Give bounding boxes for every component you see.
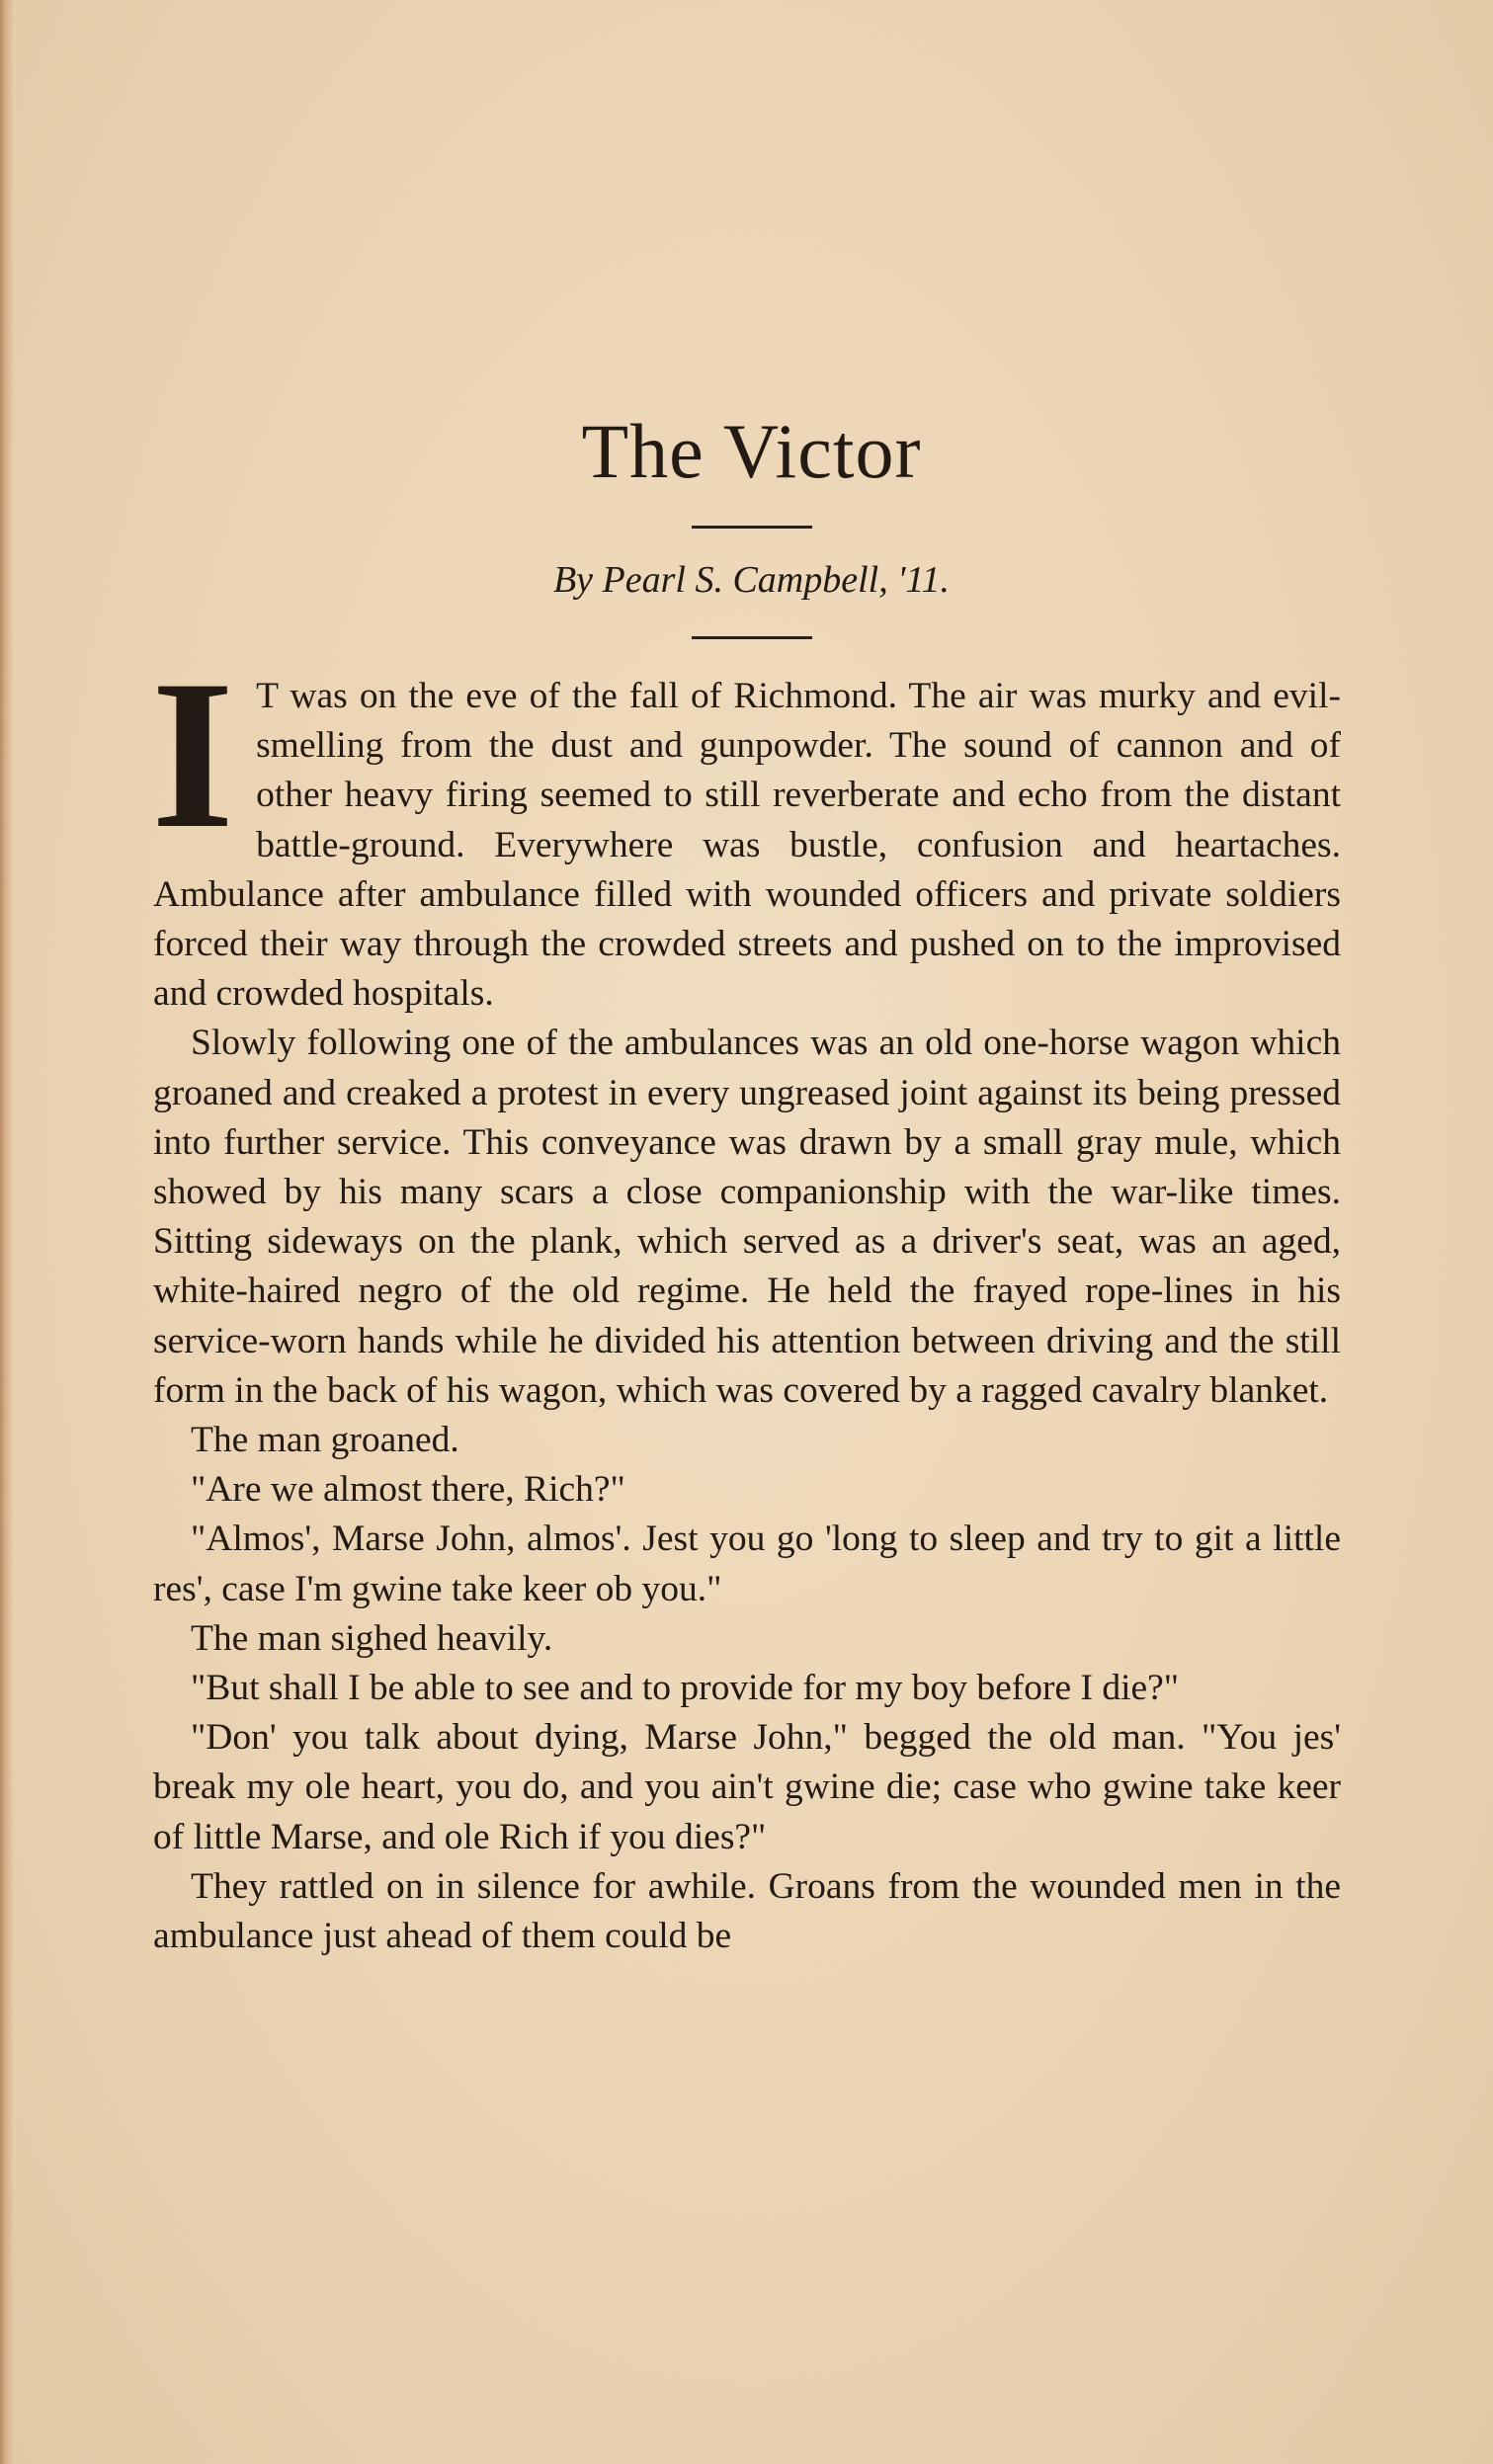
paragraph: "Are we almost there, Rich?" [191,1469,625,1511]
drop-cap: I [151,636,235,872]
story-title: The Victor [581,408,922,494]
paragraph: "Don' you talk about dying, Marse John," begged the old man. "You jes' break my ole heart, you do, and you ain't gwine die; case who gwine take keer of little Marse, and ole Rich if you dies?" [153,1717,1341,1857]
paragraph: "Almos', Marse John, almos'. Jest you go 'long to sleep and try to git a little res', case I'm gwine take keer ob you." [153,1519,1341,1609]
byline-divider [692,636,812,639]
page-edge [0,0,14,2464]
paragraph: They rattled on in silence for awhile. Groans from the wounded men in the ambulance just ahead of them could be [153,1865,1341,1957]
paragraph [151,636,1341,1019]
title-divider [692,526,812,529]
paragraph: Slowly following one of the ambulances was an old one-horse wagon which groaned and creaked a protest in every ungreased joint against its being pressed into further service. This conveyance was drawn by a small gray mule, which showed by his many scars a close companionship with the war-like times. Sitting sideways on the plank, which served as a driver's seat, was an aged, white-haired negro of the old regime. He held the frayed rope-lines in his service-worn hands while he divided his attention between driving and the still form in the back of his wagon, which was covered by a ragged cavalry blanket. [153,1023,1341,1411]
paragraph: The man groaned. [191,1420,459,1461]
author-byline: By Pearl S. Campbell, '11. [552,559,951,601]
story-body [151,636,1341,1961]
paragraph: The man sighed heavily. [191,1617,553,1659]
paragraph: "But shall I be able to see and to provide for my boy before I die?" [191,1668,1180,1709]
paragraph-text: T was on the eve of the fall of Richmond. The air was murky and evil-smelling from the dust and gunpowder. The sound of cannon and of other heavy firing seemed to still reverberate and echo from the distant battle-ground. Everywhere was bustle, confusion and heartaches. Ambulance after ambulance filled with wounded officers and private soldiers forced their way through the crowded streets and pushed on to the improvised and crowded hospitals. [153,676,1341,1015]
